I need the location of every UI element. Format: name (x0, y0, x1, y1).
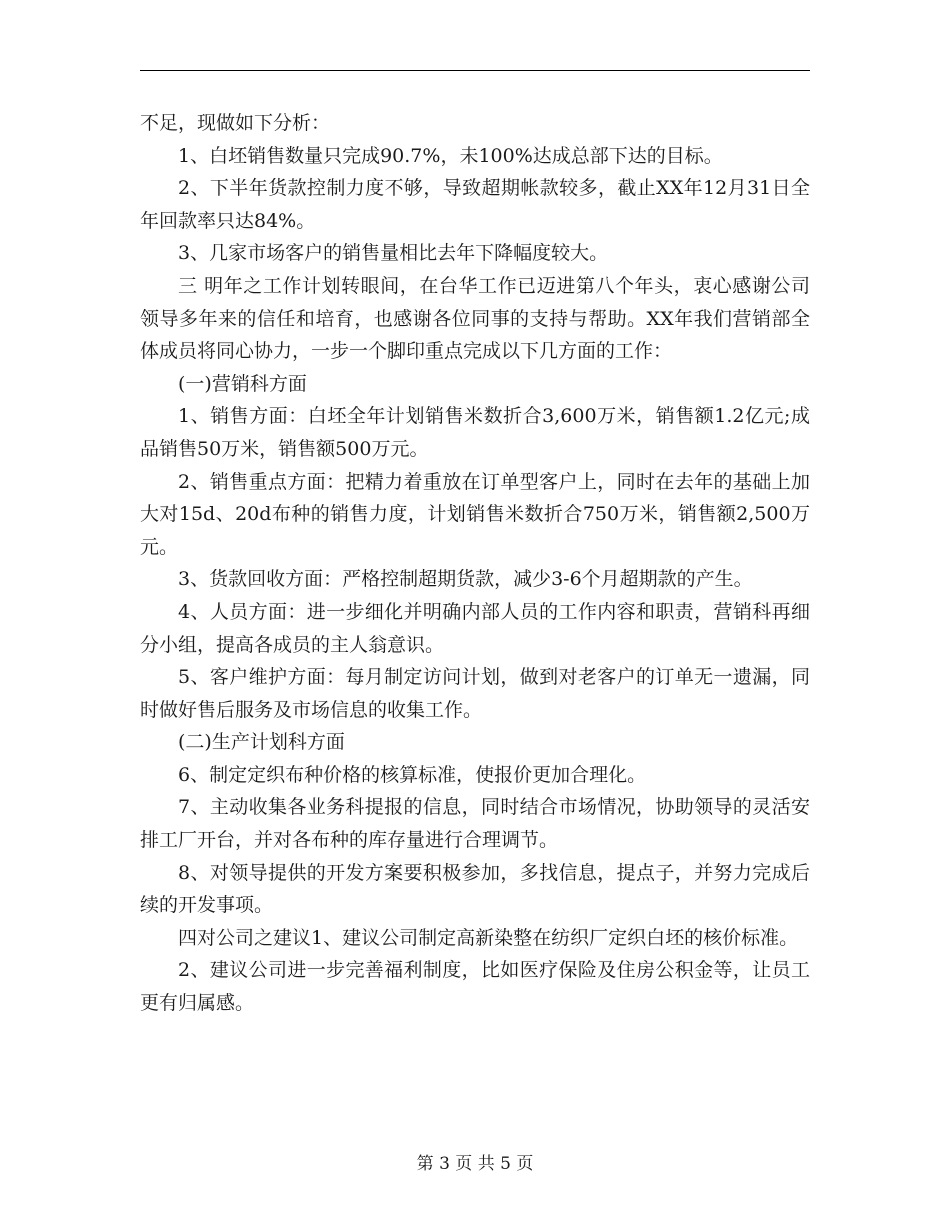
paragraph: 1、白坯销售数量只完成90.7%，未100%达成总部下达的目标。 (178, 144, 723, 167)
paragraph: 6、制定定织布种价格的核算标准，使报价更加合理化。 (178, 763, 647, 786)
paragraph: 不足，现做如下分析： (140, 112, 331, 134)
section-heading: (一)营销科方面 (178, 372, 307, 395)
document-body (140, 107, 810, 1020)
paragraph: 7、主动收集各业务科提报的信息，同时结合市场情况，协助领导的灵活安排工厂开台，并对各布种的库存量进行合理调节。 (140, 796, 810, 852)
paragraph: 4、人员方面：进一步细化并明确内部人员的工作内容和职责，营销科再细分小组，提高各成员的主人翁意识。 (140, 600, 810, 656)
paragraph: 三 明年之工作计划转眼间，在台华工作已迈进第八个年头，衷心感谢公司领导多年来的信任和培育，也感谢各位同事的支持与帮助。XX年我们营销部全体成员将同心协力，一步一个脚印重点完成以下几方面的工作： (140, 274, 810, 363)
paragraph: 8、对领导提供的开发方案要积极参加，多找信息，提点子，并努力完成后续的开发事项。 (140, 861, 810, 917)
header-rule (140, 70, 810, 71)
paragraph: 1、销售方面：白坯全年计划销售米数折合3,600万米，销售额1.2亿元;成品销售50万米，销售额500万元。 (140, 405, 810, 460)
paragraph: 四对公司之建议1、建议公司制定高新染整在纺织厂定织白坯的核价标准。 (178, 926, 799, 949)
paragraph: 5、客户维护方面：每月制定访问计划，做到对老客户的订单无一遗漏，同时做好售后服务及市场信息的收集工作。 (140, 666, 810, 721)
paragraph: 2、建议公司进一步完善福利制度，比如医疗保险及住房公积金等，让员工更有归属感。 (140, 959, 810, 1015)
section-heading: (二)生产计划科方面 (178, 731, 345, 754)
paragraph: 2、销售重点方面：把精力着重放在订单型客户上，同时在去年的基础上加大对15d、20d布种的销售力度，计划销售米数折合750万米，销售额2,500万元。 (140, 470, 810, 558)
paragraph: 3、货款回收方面：严格控制超期货款，减少3-6个月超期款的产生。 (178, 568, 753, 591)
paragraph: 2、下半年货款控制力度不够，导致超期帐款较多，截止XX年12月31日全年回款率只达84%。 (140, 177, 810, 232)
page-number-footer: 第 3 页 共 5 页 (416, 1154, 534, 1174)
paragraph: 3、几家市场客户的销售量相比去年下降幅度较大。 (178, 242, 609, 265)
